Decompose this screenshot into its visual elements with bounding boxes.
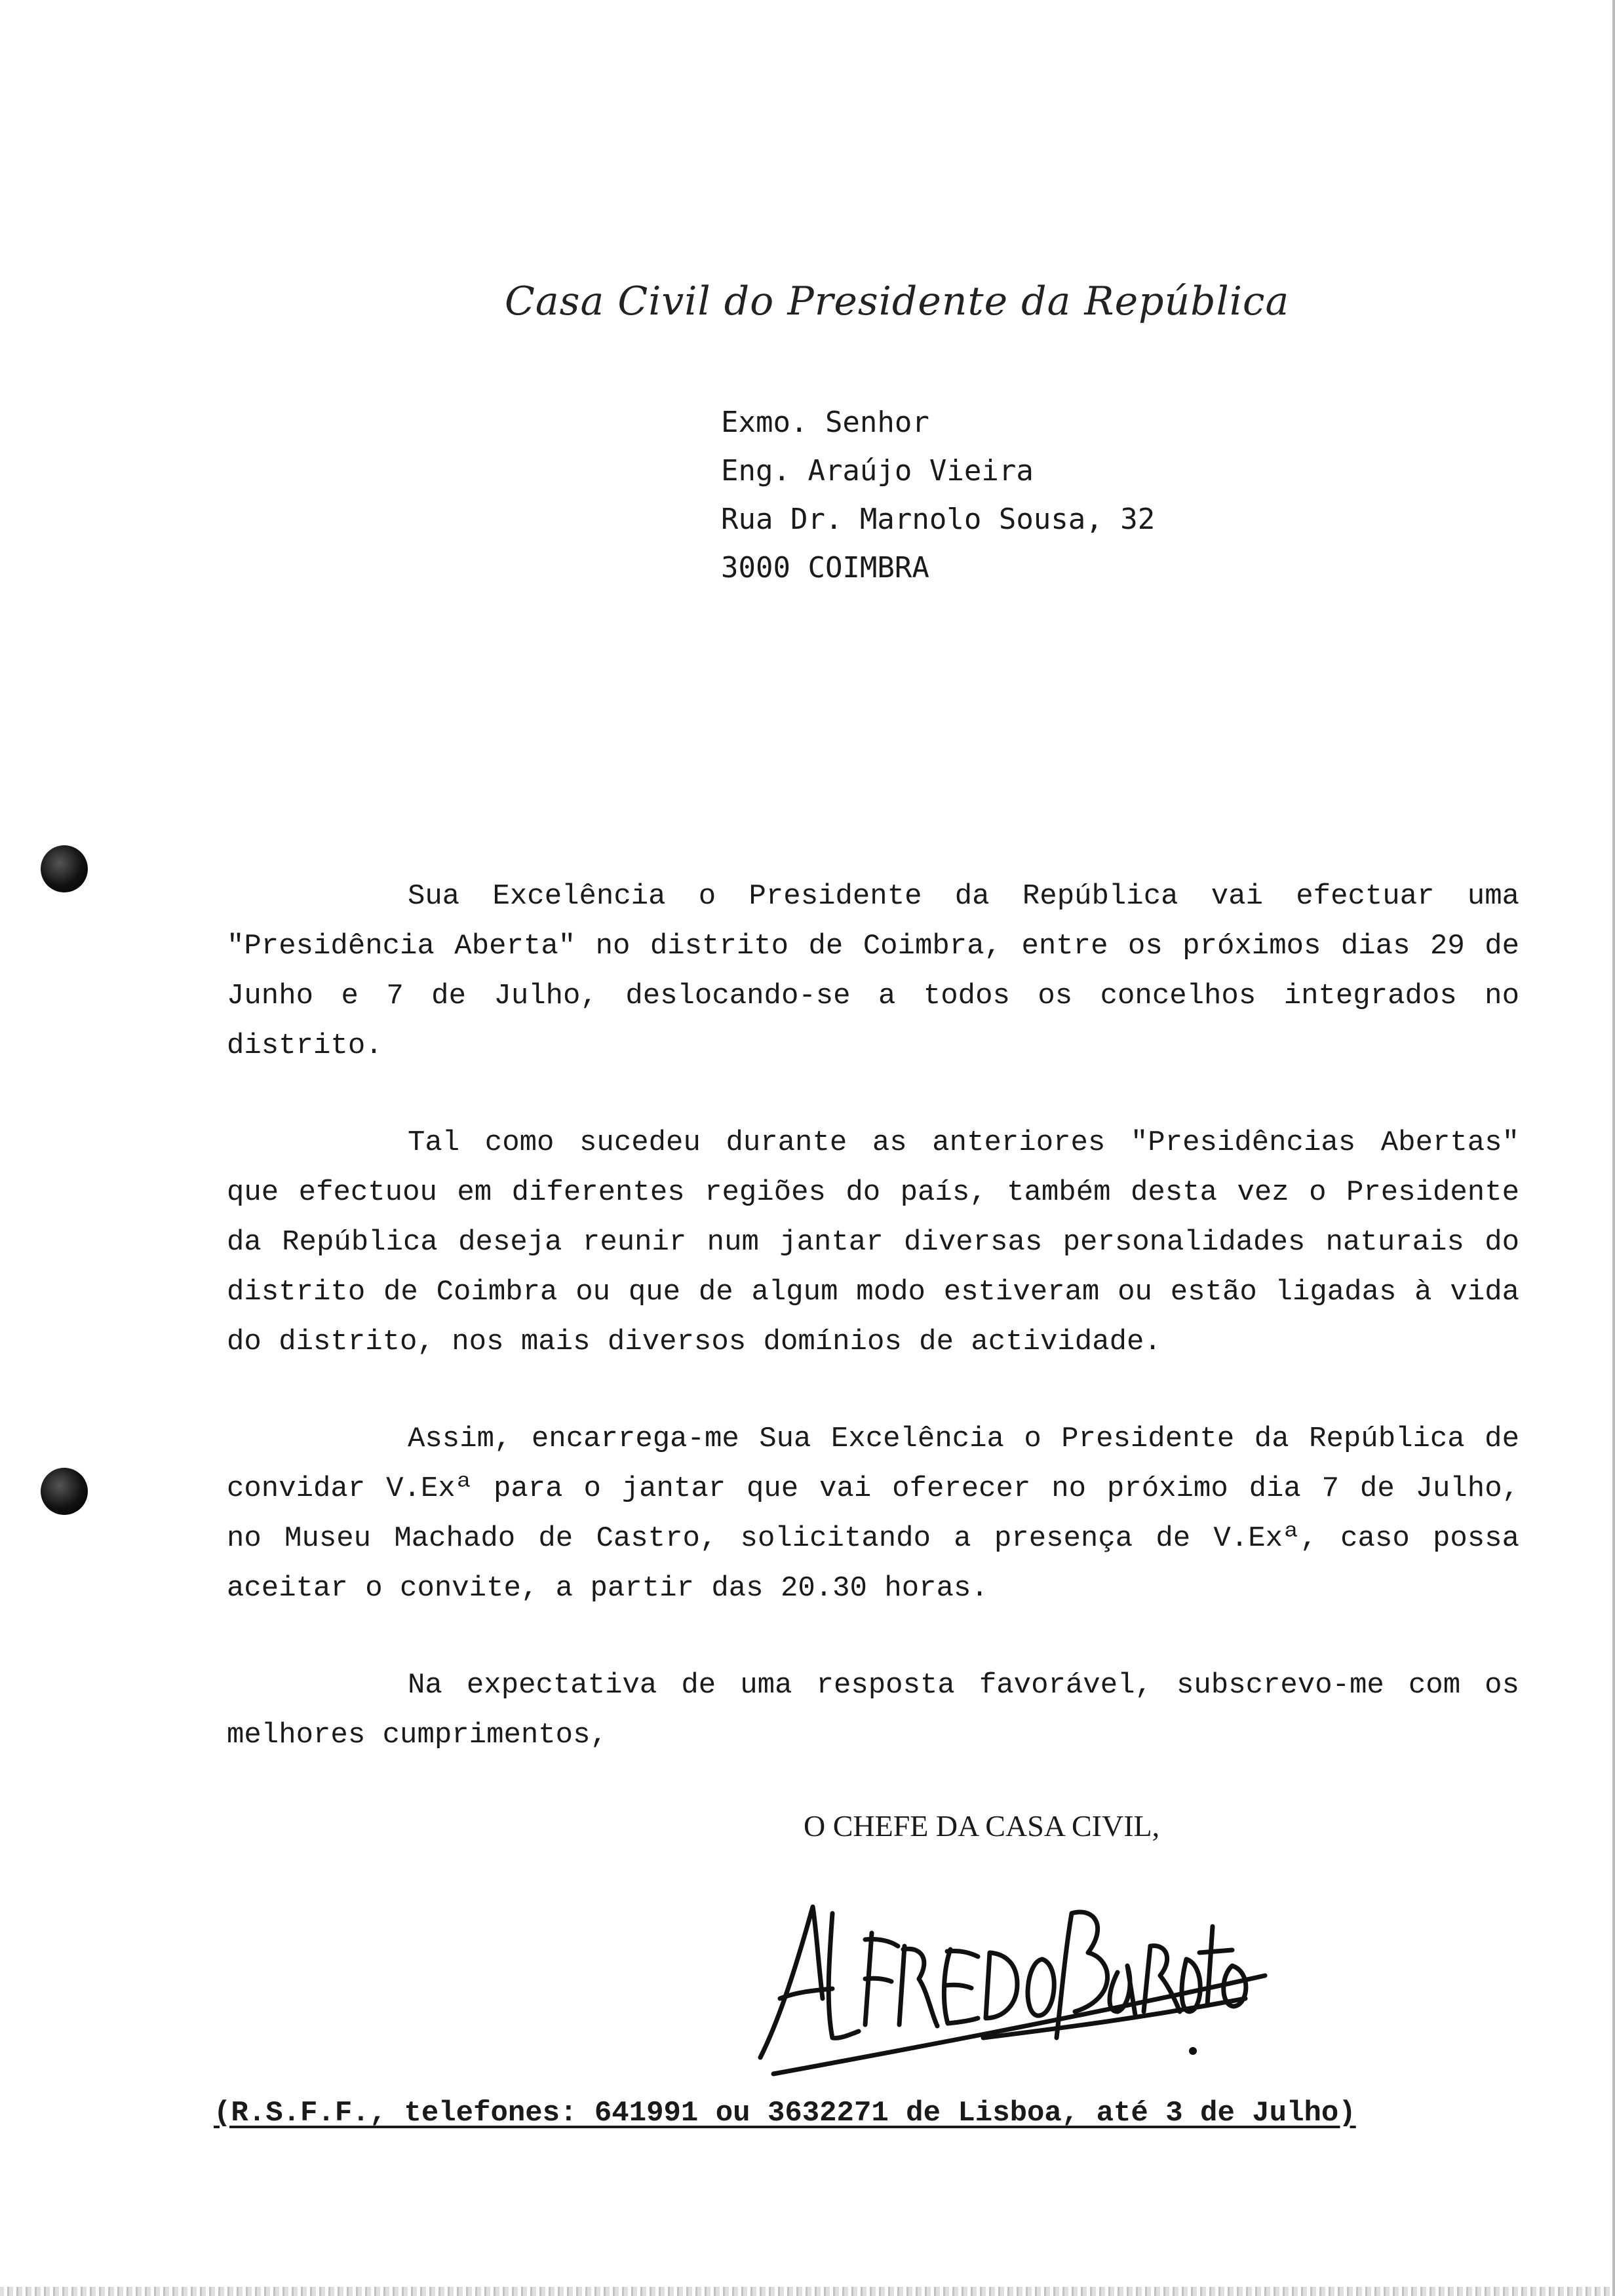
scan-edge: [0, 2287, 1615, 2296]
punch-hole: [41, 845, 88, 892]
addressee-city: 3000 COIMBRA: [721, 551, 929, 584]
addressee-street: Rua Dr. Marnolo Sousa, 32: [721, 503, 1156, 536]
body-paragraph: Tal como sucedeu durante as anteriores "Presidências Abertas" que efectuou em diferentes regiões do país, também desta vez o Presidente da República deseja reunir num jantar diversas personalidades naturais do distrito de Coimbra ou que de algum modo estiveram ou estão ligadas à vida do distrito, nos mais diversos domínios de actividade.: [227, 1126, 1519, 1358]
letterhead: Casa Civil do Presidente da República: [505, 278, 1290, 324]
addressee-salutation: Exmo. Senhor: [721, 406, 929, 439]
scan-edge: [1612, 0, 1615, 2296]
body-paragraph: Assim, encarrega-me Sua Excelência o Presidente da República de convidar V.Exª para o jantar que vai oferecer no próximo dia 7 de Julho, no Museu Machado de Castro, solicitando a presença de V.Exª, caso possa aceitar o convite, a partir das 20.30 horas.: [227, 1423, 1519, 1605]
footer-note: (R.S.F.F., telefones: 641991 ou 3632271 de Lisboa, até 3 de Julho): [214, 2097, 1356, 2130]
closing-title: O CHEFE DA CASA CIVIL,: [804, 1809, 1160, 1843]
body-paragraph: Na expectativa de uma resposta favorável, subscrevo-me com os melhores cumprimentos,: [227, 1669, 1519, 1751]
body-paragraph: Sua Excelência o Presidente da República vai efectuar uma "Presidência Aberta" no distrito de Coimbra, entre os próximos dias 29 de Junho e 7 de Julho, deslocando-se a todos os concelhos integrados no distrito.: [227, 880, 1519, 1062]
addressee-block: [721, 398, 1155, 592]
handwritten-signature: [734, 1887, 1272, 2084]
addressee-name: Eng. Araújo Vieira: [721, 454, 1034, 488]
letter-body: [227, 871, 1519, 1807]
punch-hole: [41, 1468, 88, 1515]
